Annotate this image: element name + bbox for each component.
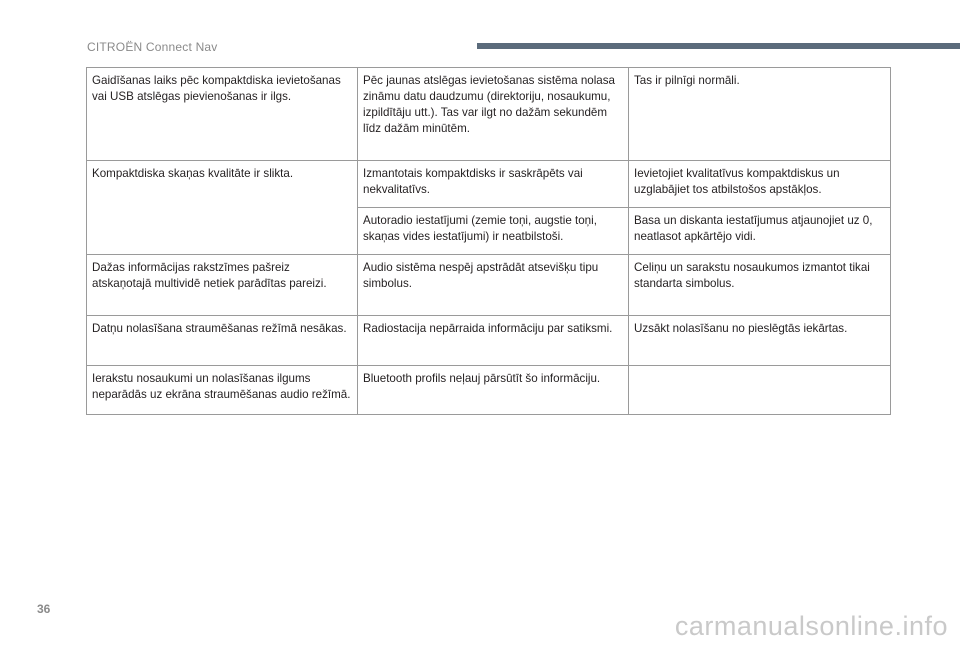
table-row — [87, 68, 891, 161]
solution-cell — [629, 366, 891, 415]
table-row — [87, 316, 891, 366]
troubleshooting-table — [86, 67, 891, 415]
cause-cell: Autoradio iestatījumi (zemie toņi, augstie toņi, skaņas vides iestatījumi) ir neatbilstoši. — [358, 208, 629, 255]
cause-cell: Radiostacija nepārraida informāciju par satiksmi. — [358, 316, 629, 366]
problem-cell: Kompaktdiska skaņas kvalitāte ir slikta. — [87, 161, 358, 255]
cause-cell: Pēc jaunas atslēgas ievietošanas sistēma nolasa zināmu datu daudzumu (direktoriju, nosaukumu, izpildītāju utt.). Tas var ilgt no dažām sekundēm līdz dažām minūtēm. — [358, 68, 629, 161]
solution-cell: Basa un diskanta iestatījumus atjaunojiet uz 0, neatlasot apkārtējo vidi. — [629, 208, 891, 255]
solution-cell: Celiņu un sarakstu nosaukumos izmantot tikai standarta simbolus. — [629, 255, 891, 316]
page-header-title: CITROËN Connect Nav — [87, 40, 218, 54]
problem-cell: Gaidīšanas laiks pēc kompaktdiska ievietošanas vai USB atslēgas pievienošanas ir ilgs. — [87, 68, 358, 161]
cause-cell: Bluetooth profils neļauj pārsūtīt šo informāciju. — [358, 366, 629, 415]
watermark: carmanualsonline.info — [674, 611, 948, 641]
solution-cell: Ievietojiet kvalitatīvus kompaktdiskus un uzglabājiet tos atbilstošos apstākļos. — [629, 161, 891, 208]
header-accent-bar — [477, 43, 960, 49]
cause-cell: Izmantotais kompaktdisks ir saskrāpēts vai nekvalitatīvs. — [358, 161, 629, 208]
problem-cell: Datņu nolasīšana straumēšanas režīmā nesākas. — [87, 316, 358, 366]
table-row — [87, 366, 891, 415]
problem-cell: Ierakstu nosaukumi un nolasīšanas ilgums neparādās uz ekrāna straumēšanas audio režīmā. — [87, 366, 358, 415]
cause-cell: Audio sistēma nespēj apstrādāt atsevišķu tipu simbolus. — [358, 255, 629, 316]
problem-cell: Dažas informācijas rakstzīmes pašreiz atskaņotajā multividē netiek parādītas pareizi. — [87, 255, 358, 316]
page-number: 36 — [37, 602, 51, 616]
table-row — [87, 161, 891, 208]
table-row — [87, 255, 891, 316]
solution-cell: Tas ir pilnīgi normāli. — [629, 68, 891, 161]
solution-cell: Uzsākt nolasīšanu no pieslēgtās iekārtas. — [629, 316, 891, 366]
